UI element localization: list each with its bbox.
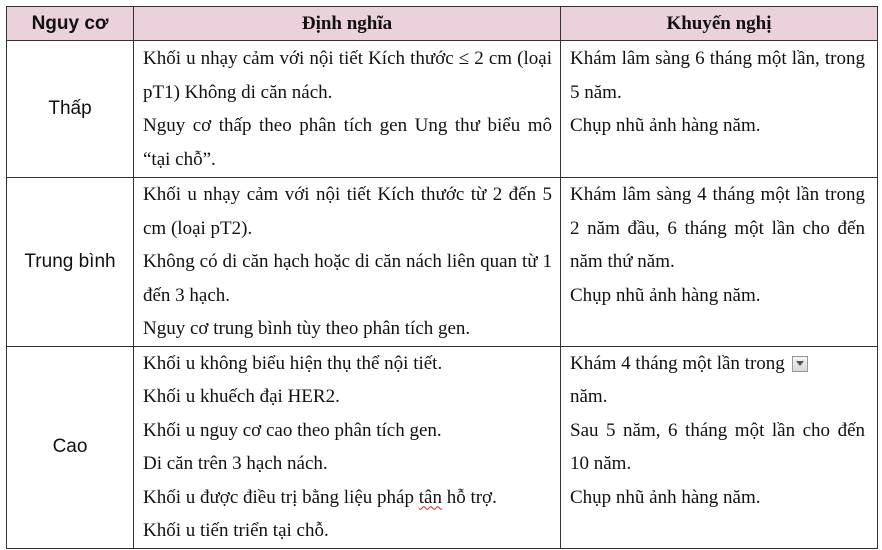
- definition-line: Khối u không biểu hiện thụ thể nội tiết.: [143, 352, 443, 374]
- recommendation-line: Chụp nhũ ảnh hàng năm.: [570, 115, 761, 136]
- spellcheck-word[interactable]: tân: [418, 486, 442, 508]
- definition-text: Khối u được điều trị bằng liệu pháp: [143, 486, 414, 508]
- table-row: [7, 346, 878, 548]
- table-row: [7, 41, 878, 178]
- definition-line: Khối u nhạy cảm với nội tiết Kích thước ≤ 2 cm (loại pT1) Không di căn nách.: [143, 48, 552, 103]
- dropdown-marker-icon[interactable]: [792, 356, 808, 372]
- definition-line: [143, 481, 552, 515]
- header-definition: Định nghĩa: [134, 7, 561, 41]
- recommendation-line: Chụp nhũ ảnh hàng năm.: [570, 284, 761, 306]
- risk-level-high: Cao: [7, 346, 134, 548]
- definition-line: Khối u nguy cơ cao theo phân tích gen.: [143, 419, 442, 441]
- definition-cell: [134, 41, 561, 178]
- header-recommendation: Khuyến nghị: [561, 7, 878, 41]
- table-header-row: [7, 7, 878, 41]
- recommendation-cell: [561, 178, 878, 347]
- recommendation-line: năm.: [570, 386, 608, 407]
- definition-line: Di căn trên 3 hạch nách.: [143, 453, 328, 474]
- definition-cell: [134, 178, 561, 347]
- definition-line: Khối u tiến triển tại chỗ.: [143, 520, 329, 541]
- header-risk: Nguy cơ: [7, 7, 134, 41]
- definition-line: Khối u khuếch đại HER2.: [143, 386, 340, 407]
- definition-text: hỗ trợ.: [446, 486, 497, 508]
- recommendation-line: Sau 5 năm, 6 tháng một lần cho đến 10 năm.: [570, 419, 865, 474]
- risk-level-medium: Trung bình: [7, 178, 134, 347]
- recommendation-line: [570, 347, 865, 381]
- definition-cell: [134, 346, 561, 548]
- definition-line: Không có di căn hạch hoặc di căn nách liên quan từ 1 đến 3 hạch.: [143, 251, 552, 306]
- risk-level-low: Thấp: [7, 41, 134, 178]
- definition-line: Khối u nhạy cảm với nội tiết Kích thước từ 2 đến 5 cm (loại pT2).: [143, 184, 552, 239]
- definition-line: Nguy cơ thấp theo phân tích gen Ung thư biểu mô “tại chỗ”.: [143, 115, 552, 170]
- risk-table: [6, 6, 878, 549]
- recommendation-line: Khám lâm sàng 4 tháng một lần trong 2 năm đầu, 6 tháng một lần cho đến năm thứ năm.: [570, 184, 865, 272]
- recommendation-cell: [561, 41, 878, 178]
- recommendation-cell: [561, 346, 878, 548]
- recommendation-line: Chụp nhũ ảnh hàng năm.: [570, 486, 761, 508]
- recommendation-line: Khám lâm sàng 6 tháng một lần, trong 5 năm.: [570, 48, 865, 103]
- table-row: [7, 178, 878, 347]
- definition-line: Nguy cơ trung bình tùy theo phân tích gen.: [143, 318, 471, 339]
- recommendation-text: Khám 4 tháng một lần trong: [570, 352, 785, 374]
